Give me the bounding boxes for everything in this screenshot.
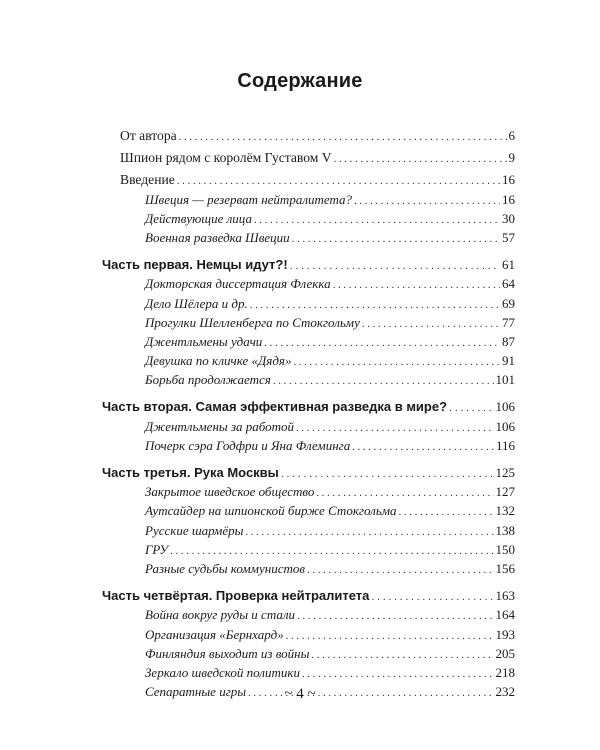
toc-entry-title: Докторская диссертация Флекка — [145, 276, 331, 292]
toc-entry-page: 30 — [502, 210, 515, 226]
toc-entry — [145, 370, 515, 389]
toc-entry-page: 205 — [495, 645, 515, 661]
toc-entry-title: Шпион рядом с королём Густавом V — [120, 150, 332, 166]
toc-entry — [145, 521, 515, 540]
toc-entry — [145, 209, 515, 228]
toc-entry — [120, 170, 515, 189]
toc-entry — [145, 351, 515, 370]
toc-entry-page: 69 — [502, 295, 515, 311]
toc-entry-title: Прогулки Шелленберга по Стокгольму — [145, 314, 360, 330]
toc-entry-page: 138 — [495, 522, 515, 538]
toc-entry-title: Введение — [120, 172, 175, 188]
toc-entry-page: 77 — [502, 314, 515, 330]
toc-entry-title: Русские шармёры — [145, 522, 244, 538]
toc-entry-title: Закрытое шведское общество — [145, 484, 315, 500]
toc-entry — [145, 663, 515, 682]
toc-entry-title: Финляндия выходит из войны — [145, 645, 310, 661]
toc-entry-page: 193 — [495, 626, 515, 642]
toc-entry — [145, 274, 515, 293]
toc-entry-title: Военная разведка Швеции — [145, 229, 290, 245]
toc-entry — [145, 417, 515, 436]
toc-entry-page: 9 — [508, 150, 515, 166]
toc-entry — [102, 586, 515, 605]
toc-entry — [102, 463, 515, 482]
toc-entry — [145, 190, 515, 209]
toc-entry-page: 16 — [502, 172, 515, 188]
page-title: Содержание — [237, 70, 363, 92]
toc-entry — [145, 313, 515, 332]
toc-entry — [120, 148, 515, 167]
page-number: ~ 4 ~ — [284, 686, 316, 702]
toc-entry-page: 101 — [495, 372, 515, 388]
toc-entry-title: Джентльмены за работой — [145, 418, 295, 434]
toc-entry — [145, 559, 515, 578]
toc-entry-page: 64 — [502, 276, 515, 292]
dot-leader — [334, 150, 507, 169]
toc-entry-title: Джентльмены удачи — [145, 333, 263, 349]
toc-entry-title: Часть четвёртая. Проверка нейтралитета — [102, 588, 370, 604]
toc-entry-page: 106 — [495, 418, 515, 434]
toc-entry-title: Часть первая. Немцы идут?! — [102, 257, 288, 273]
dot-leader — [307, 561, 494, 580]
toc-entry-page: 91 — [502, 353, 515, 369]
toc-entry — [145, 605, 515, 624]
toc-entry — [145, 501, 515, 520]
toc-entry-title: Сепаратные игры — [145, 684, 247, 700]
toc-entry-title: ГРУ — [145, 541, 169, 557]
toc-entry-page: 116 — [495, 437, 515, 453]
toc-entry-page: 163 — [495, 588, 515, 604]
toc-entry-title: Война вокруг руды и стали — [145, 607, 296, 623]
toc-entry-title: Почерк сэра Годфри и Яна Флеминга — [145, 437, 351, 453]
toc-entry-title: Действующие лица — [145, 210, 252, 226]
dot-leader — [179, 128, 507, 147]
toc-entry — [102, 397, 515, 416]
toc-entry-page: 132 — [495, 503, 515, 519]
toc-entry-title: От автора — [120, 128, 177, 143]
dot-leader — [352, 438, 494, 457]
toc-entry — [145, 436, 515, 455]
toc-entry-page: 127 — [495, 484, 515, 500]
toc-entry-title: Швеция — резерват нейтралитета? — [145, 191, 353, 207]
toc-entry-page: 6 — [508, 128, 515, 143]
toc-entry-page: 156 — [495, 560, 515, 576]
toc-entry-page: 87 — [502, 333, 515, 349]
toc-entry — [145, 644, 515, 663]
dot-leader — [292, 230, 500, 249]
toc-entry-page: 218 — [495, 664, 515, 680]
toc-entry — [145, 332, 515, 351]
toc-entry — [145, 625, 515, 644]
toc-entry — [102, 255, 515, 274]
toc-entry-title: Зеркало шведской политики — [145, 664, 300, 680]
table-of-contents — [0, 126, 600, 701]
toc-entry-title: Борьба продолжается — [145, 372, 271, 388]
toc-entry-title: Дело Шёлера и др. — [145, 295, 248, 311]
toc-entry — [145, 228, 515, 247]
toc-entry — [145, 482, 515, 501]
toc-entry — [120, 126, 515, 145]
toc-entry-page: 164 — [495, 607, 515, 623]
toc-entry-page: 61 — [502, 257, 515, 273]
toc-entry-page: 232 — [495, 684, 515, 700]
toc-entry-title: Девушка по кличке «Дядя» — [145, 353, 292, 369]
toc-entry-title: Разные судьбы коммунистов — [145, 560, 305, 576]
toc-entry — [145, 294, 515, 313]
toc-entry-title: Аутсайдер на шпионской бирже Стокгольма — [145, 503, 397, 519]
toc-entry-page: 125 — [495, 465, 515, 480]
dot-leader — [273, 372, 494, 391]
toc-entry-title: Организация «Бернхард» — [145, 626, 284, 642]
toc-entry-page: 16 — [502, 191, 515, 207]
toc-entry-page: 150 — [495, 541, 515, 557]
toc-entry-page: 57 — [502, 229, 515, 245]
toc-entry-page: 106 — [495, 399, 515, 415]
toc-entry-title: Часть третья. Рука Москвы — [102, 465, 279, 480]
toc-entry-title: Часть вторая. Самая эффективная разведка в мире? — [102, 399, 448, 415]
toc-entry — [145, 540, 515, 559]
